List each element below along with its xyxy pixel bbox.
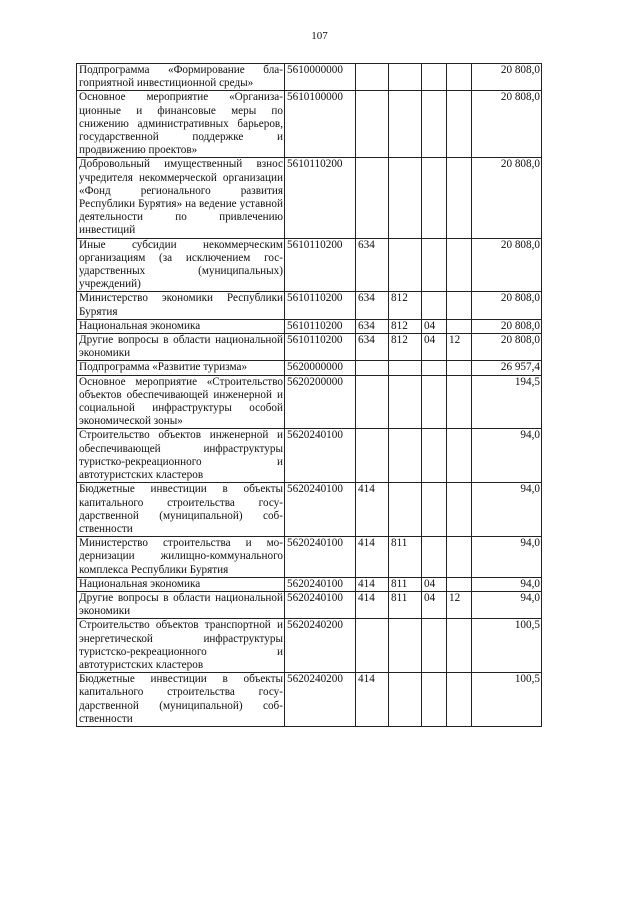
row-description: Подпрограмма «Формирование благоприятной инвестиционной среды» bbox=[77, 64, 285, 91]
table-row bbox=[77, 319, 542, 333]
row-target-code: 5610110200 bbox=[285, 292, 356, 319]
table-row bbox=[77, 91, 542, 158]
row-expense-type bbox=[356, 158, 389, 238]
budget-table bbox=[76, 63, 542, 727]
row-section bbox=[422, 361, 447, 375]
row-target-code: 5620240100 bbox=[285, 429, 356, 483]
row-section bbox=[422, 483, 447, 537]
row-target-code: 5610110200 bbox=[285, 158, 356, 238]
row-expense-type: 634 bbox=[356, 238, 389, 292]
row-subsection bbox=[447, 537, 472, 578]
row-section bbox=[422, 238, 447, 292]
row-target-code: 5610110200 bbox=[285, 238, 356, 292]
row-amount: 94,0 bbox=[472, 429, 542, 483]
row-description: Бюджетные инвестиции в объекты капитального строительства государственной (муниципальной) собственности bbox=[77, 673, 285, 727]
row-target-code: 5620240100 bbox=[285, 577, 356, 591]
row-ministry-code bbox=[389, 238, 422, 292]
row-section bbox=[422, 537, 447, 578]
row-subsection bbox=[447, 64, 472, 91]
table-row bbox=[77, 292, 542, 319]
row-target-code: 5620240100 bbox=[285, 483, 356, 537]
row-expense-type bbox=[356, 619, 389, 673]
row-amount: 100,5 bbox=[472, 673, 542, 727]
row-target-code: 5610110200 bbox=[285, 334, 356, 361]
row-target-code: 5610000000 bbox=[285, 64, 356, 91]
row-target-code: 5620000000 bbox=[285, 361, 356, 375]
row-subsection bbox=[447, 292, 472, 319]
row-expense-type bbox=[356, 429, 389, 483]
row-amount: 94,0 bbox=[472, 577, 542, 591]
table-row bbox=[77, 673, 542, 727]
row-subsection bbox=[447, 577, 472, 591]
table-row bbox=[77, 375, 542, 429]
row-expense-type bbox=[356, 64, 389, 91]
row-expense-type bbox=[356, 91, 389, 158]
row-description: Строительство объектов транспортной и энергетической инфраструктуры туристско-рекреационного и автотуристских кластеров bbox=[77, 619, 285, 673]
row-ministry-code bbox=[389, 429, 422, 483]
table-row bbox=[77, 429, 542, 483]
row-section: 04 bbox=[422, 591, 447, 618]
row-amount: 94,0 bbox=[472, 483, 542, 537]
row-description: Строительство объектов инженерной и обеспечивающей инфраструктуры туристко-рекреационного и автотуристских кластеров bbox=[77, 429, 285, 483]
row-description: Добровольный имущественный взнос учредителя некоммерческой организации «Фонд регионального развития Республики Бурятия» на ведение уставной деятельности по привлечению инвестиций bbox=[77, 158, 285, 238]
row-expense-type: 634 bbox=[356, 334, 389, 361]
table-row bbox=[77, 361, 542, 375]
table-row bbox=[77, 158, 542, 238]
row-target-code: 5620240200 bbox=[285, 619, 356, 673]
row-description: Министерство экономики Республики Бурятия bbox=[77, 292, 285, 319]
row-ministry-code: 812 bbox=[389, 319, 422, 333]
row-expense-type: 414 bbox=[356, 673, 389, 727]
table-row bbox=[77, 577, 542, 591]
row-target-code: 5620240100 bbox=[285, 591, 356, 618]
row-expense-type: 634 bbox=[356, 319, 389, 333]
row-ministry-code bbox=[389, 91, 422, 158]
row-ministry-code bbox=[389, 673, 422, 727]
row-amount: 20 808,0 bbox=[472, 334, 542, 361]
row-description: Иные субсидии некоммерческим организациям (за исключением государственных (муниципальных) учреждений) bbox=[77, 238, 285, 292]
row-expense-type: 414 bbox=[356, 591, 389, 618]
row-subsection bbox=[447, 619, 472, 673]
row-amount: 100,5 bbox=[472, 619, 542, 673]
row-amount: 20 808,0 bbox=[472, 238, 542, 292]
row-target-code: 5610100000 bbox=[285, 91, 356, 158]
table-row bbox=[77, 238, 542, 292]
row-expense-type: 414 bbox=[356, 537, 389, 578]
row-subsection bbox=[447, 91, 472, 158]
row-target-code: 5610110200 bbox=[285, 319, 356, 333]
row-ministry-code bbox=[389, 483, 422, 537]
row-expense-type: 414 bbox=[356, 483, 389, 537]
row-expense-type bbox=[356, 361, 389, 375]
row-description: Другие вопросы в области национальной экономики bbox=[77, 591, 285, 618]
row-amount: 20 808,0 bbox=[472, 64, 542, 91]
row-description: Национальная экономика bbox=[77, 577, 285, 591]
row-target-code: 5620240100 bbox=[285, 537, 356, 578]
row-amount: 20 808,0 bbox=[472, 292, 542, 319]
page-number: 107 bbox=[311, 30, 328, 42]
row-description: Бюджетные инвестиции в объекты капитального строительства государственной (муниципальной) собственности bbox=[77, 483, 285, 537]
row-subsection bbox=[447, 319, 472, 333]
row-amount: 20 808,0 bbox=[472, 319, 542, 333]
budget-table-body bbox=[77, 64, 542, 727]
row-target-code: 5620200000 bbox=[285, 375, 356, 429]
row-section: 04 bbox=[422, 319, 447, 333]
row-ministry-code bbox=[389, 64, 422, 91]
row-amount: 20 808,0 bbox=[472, 158, 542, 238]
row-subsection bbox=[447, 238, 472, 292]
row-description: Подпрограмма «Развитие туризма» bbox=[77, 361, 285, 375]
row-subsection bbox=[447, 483, 472, 537]
row-section bbox=[422, 292, 447, 319]
row-subsection bbox=[447, 375, 472, 429]
row-ministry-code: 811 bbox=[389, 577, 422, 591]
table-row bbox=[77, 619, 542, 673]
row-description: Министерство строительства и модернизации жилищно-коммунального комплекса Республики Бурятия bbox=[77, 537, 285, 578]
row-section bbox=[422, 158, 447, 238]
row-ministry-code bbox=[389, 158, 422, 238]
table-row bbox=[77, 64, 542, 91]
row-ministry-code: 812 bbox=[389, 292, 422, 319]
row-expense-type: 634 bbox=[356, 292, 389, 319]
table-row bbox=[77, 537, 542, 578]
row-section: 04 bbox=[422, 577, 447, 591]
row-subsection bbox=[447, 673, 472, 727]
row-ministry-code bbox=[389, 619, 422, 673]
row-section bbox=[422, 91, 447, 158]
row-subsection bbox=[447, 429, 472, 483]
row-target-code: 5620240200 bbox=[285, 673, 356, 727]
row-amount: 94,0 bbox=[472, 537, 542, 578]
row-amount: 194,5 bbox=[472, 375, 542, 429]
row-section bbox=[422, 619, 447, 673]
row-expense-type bbox=[356, 375, 389, 429]
row-subsection bbox=[447, 158, 472, 238]
row-section bbox=[422, 375, 447, 429]
table-row bbox=[77, 483, 542, 537]
row-ministry-code bbox=[389, 361, 422, 375]
table-row bbox=[77, 334, 542, 361]
table-row bbox=[77, 591, 542, 618]
row-expense-type: 414 bbox=[356, 577, 389, 591]
row-description: Другие вопросы в области национальной экономики bbox=[77, 334, 285, 361]
row-description: Национальная экономика bbox=[77, 319, 285, 333]
row-section: 04 bbox=[422, 334, 447, 361]
row-section bbox=[422, 673, 447, 727]
row-ministry-code: 811 bbox=[389, 591, 422, 618]
row-ministry-code: 812 bbox=[389, 334, 422, 361]
row-subsection: 12 bbox=[447, 591, 472, 618]
row-ministry-code bbox=[389, 375, 422, 429]
row-description: Основное мероприятие «Строительство объектов обеспечивающей инженерной и социальной инфраструктуры особой экономической зоны» bbox=[77, 375, 285, 429]
row-subsection: 12 bbox=[447, 334, 472, 361]
row-amount: 26 957,4 bbox=[472, 361, 542, 375]
row-description: Основное мероприятие «Организационные и финансовые меры по снижению административных барьеров, государственной поддержке и продвижению проектов» bbox=[77, 91, 285, 158]
row-amount: 94,0 bbox=[472, 591, 542, 618]
row-ministry-code: 811 bbox=[389, 537, 422, 578]
row-amount: 20 808,0 bbox=[472, 91, 542, 158]
row-subsection bbox=[447, 361, 472, 375]
row-section bbox=[422, 64, 447, 91]
row-section bbox=[422, 429, 447, 483]
